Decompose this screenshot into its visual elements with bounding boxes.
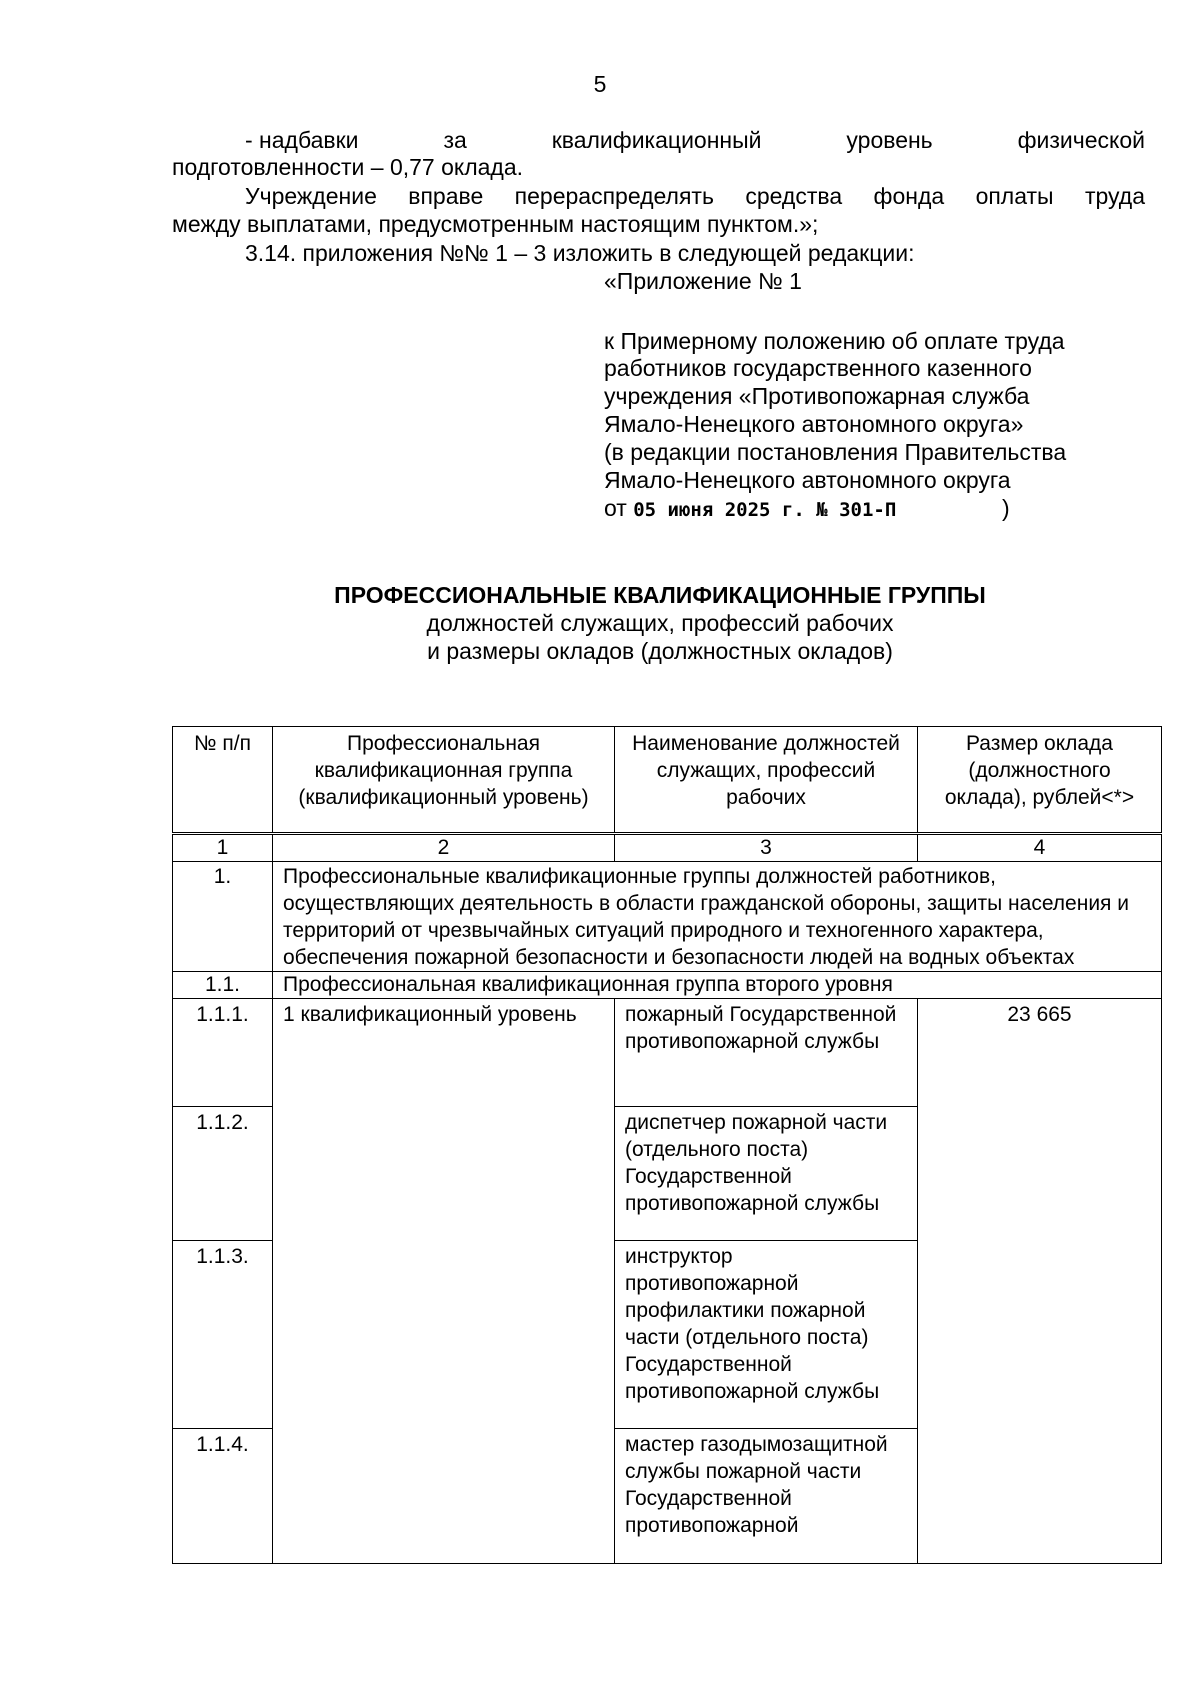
header-cell: Профессиональная квалификационная группа (квалификационный уровень) <box>273 727 615 834</box>
document-subtitle: и размеры окладов (должностных окладов) <box>427 638 893 664</box>
subsection-title: Профессиональная квалификационная группа второго уровня <box>273 972 1162 999</box>
column-number-row <box>173 834 1162 862</box>
appendix-line: Ямало-Ненецкого автономного округа <box>604 467 1011 493</box>
document-title: ПРОФЕССИОНАЛЬНЫЕ КВАЛИФИКАЦИОННЫЕ ГРУППЫ <box>334 582 986 608</box>
appendix-line: Ямало-Ненецкого автономного округа» <box>604 411 1024 437</box>
document-subtitle: должностей служащих, профессий рабочих <box>426 610 894 636</box>
column-number: 3 <box>615 834 918 862</box>
salary-amount: 23 665 <box>918 999 1162 1564</box>
row-number: 1.1.3. <box>173 1241 273 1429</box>
word: за <box>443 127 467 153</box>
row-number: 1.1. <box>173 972 273 999</box>
word: средства <box>745 183 843 209</box>
paragraph-line <box>172 183 1145 210</box>
appendix-title: «Приложение № 1 <box>604 268 802 294</box>
word: физической <box>1017 127 1145 153</box>
position-name: пожарный Государственной противопожарной службы <box>615 999 918 1107</box>
paragraph-line: 3.14. приложения №№ 1 – 3 изложить в следующей редакции: <box>245 240 915 266</box>
paragraph-line: между выплатами, предусмотренным настоящим пунктом.»; <box>172 211 819 237</box>
header-cell: Размер оклада (должностного оклада), рублей<*> <box>918 727 1162 834</box>
qualification-level: 1 квалификационный уровень <box>273 999 615 1564</box>
section-title: Профессиональные квалификационные группы должностей работников, осуществляющих деятельность в области гражданской обороны, защиты населения и территорий от чрезвычайных ситуаций природного и техногенного характера, обеспечения пожарной безопасности и безопасности людей на водных объектах <box>273 862 1162 972</box>
column-number: 1 <box>173 834 273 862</box>
section-row <box>173 862 1162 972</box>
word: уровень <box>846 127 933 153</box>
paragraph-line: подготовленности – 0,77 оклада. <box>172 154 524 180</box>
row-number: 1.1.1. <box>173 999 273 1107</box>
closing-bracket: ) <box>1002 495 1010 521</box>
word: квалификационный <box>551 127 762 153</box>
paragraph-line <box>172 127 1145 154</box>
position-name: инструктор противопожарной профилактики пожарной части (отдельного поста) Государственной противопожарной службы <box>615 1241 918 1429</box>
word: фонда <box>873 183 945 209</box>
word: перераспределять <box>514 183 714 209</box>
word: труда <box>1084 183 1145 209</box>
table-header-row <box>173 727 1162 834</box>
table-row <box>173 999 1162 1107</box>
appendix-line: (в редакции постановления Правительства <box>604 439 1067 465</box>
subsection-row <box>173 972 1162 999</box>
column-number: 2 <box>273 834 615 862</box>
word: - надбавки <box>245 127 359 153</box>
position-name: мастер газодымозащитной службы пожарной части Государственной противопожарной <box>615 1429 918 1564</box>
resolution-date: 05 июня 2025 г. № 301-П <box>633 499 897 521</box>
appendix-line: работников государственного казенного <box>604 355 1032 381</box>
appendix-line: к Примерному положению об оплате труда <box>604 328 1065 354</box>
date-prefix: от <box>604 495 634 521</box>
qualification-groups-table <box>172 726 1162 1564</box>
row-number: 1.1.2. <box>173 1107 273 1241</box>
appendix-date <box>604 495 896 524</box>
row-number: 1. <box>173 862 273 972</box>
page-number: 5 <box>593 71 607 97</box>
column-number: 4 <box>918 834 1162 862</box>
row-number: 1.1.4. <box>173 1429 273 1564</box>
word: вправе <box>408 183 484 209</box>
header-cell: Наименование должностей служащих, профессий рабочих <box>615 727 918 834</box>
word: Учреждение <box>245 183 377 209</box>
header-cell: № п/п <box>173 727 273 834</box>
position-name: диспетчер пожарной части (отдельного поста) Государственной противопожарной службы <box>615 1107 918 1241</box>
appendix-line: учреждения «Противопожарная служба <box>604 383 1030 409</box>
word: оплаты <box>975 183 1054 209</box>
